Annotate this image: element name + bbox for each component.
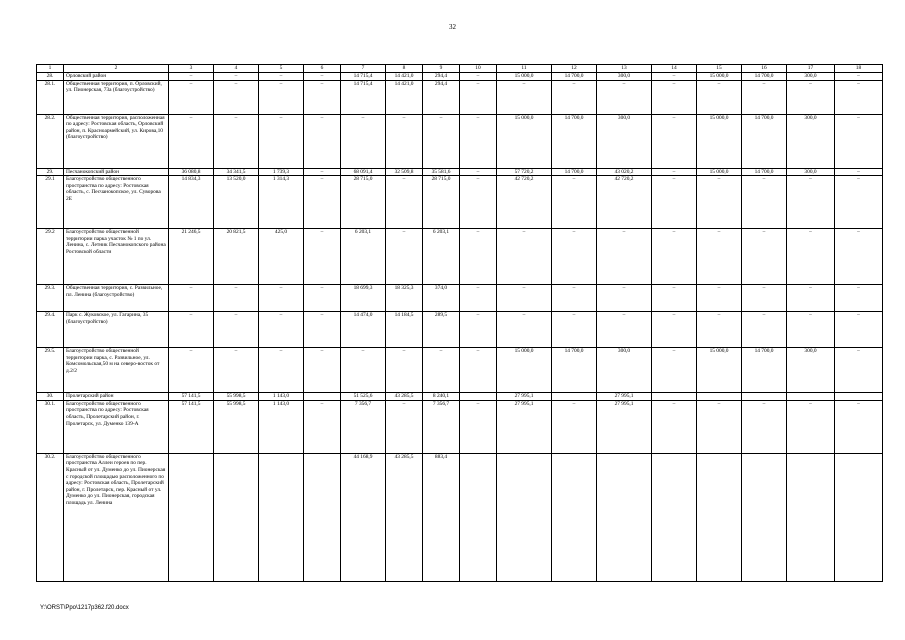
cell-value: 14 184,5 xyxy=(386,312,423,348)
cell-value: 14 700,0 xyxy=(742,73,787,81)
row-number: 28. xyxy=(37,73,64,81)
cell-value: – xyxy=(652,400,697,453)
cell-value: – xyxy=(259,285,304,312)
cell-value: – xyxy=(597,80,652,114)
cell-value: – xyxy=(169,73,214,81)
cell-value: – xyxy=(652,73,697,81)
cell-value xyxy=(835,393,883,401)
cell-value xyxy=(497,453,552,581)
cell-value: 6 203,1 xyxy=(341,229,386,285)
cell-value xyxy=(652,393,697,401)
row-number: 30. xyxy=(37,393,64,401)
cell-value: – xyxy=(497,285,552,312)
cell-value: – xyxy=(697,176,742,229)
cell-value: – xyxy=(214,73,259,81)
cell-value xyxy=(460,393,497,401)
cell-value: 1 739,3 xyxy=(259,168,304,176)
cell-value: – xyxy=(652,114,697,168)
cell-value: – xyxy=(652,168,697,176)
cell-value: 34 341,5 xyxy=(214,168,259,176)
column-header: 7 xyxy=(341,65,386,73)
cell-value: – xyxy=(787,285,835,312)
cell-value: – xyxy=(835,73,883,81)
cell-value: 57 141,5 xyxy=(169,400,214,453)
cell-value: – xyxy=(697,229,742,285)
cell-value: 35 581,6 xyxy=(423,168,460,176)
cell-value: – xyxy=(652,176,697,229)
cell-value: 15 000,0 xyxy=(697,348,742,393)
cell-value: 374,0 xyxy=(423,285,460,312)
table-row xyxy=(37,312,883,348)
cell-value xyxy=(597,453,652,581)
cell-value: 14 715,4 xyxy=(341,73,386,81)
cell-value: 32 509,8 xyxy=(386,168,423,176)
cell-value xyxy=(835,453,883,581)
cell-value: – xyxy=(835,168,883,176)
cell-value: 43 285,5 xyxy=(386,393,423,401)
column-header: 14 xyxy=(652,65,697,73)
cell-value: – xyxy=(214,285,259,312)
cell-value: – xyxy=(835,312,883,348)
cell-value: – xyxy=(304,168,341,176)
cell-value: 43 020,2 xyxy=(597,168,652,176)
cell-value: – xyxy=(169,114,214,168)
cell-value: – xyxy=(169,285,214,312)
cell-value: – xyxy=(460,114,497,168)
cell-value: 14 421,0 xyxy=(386,73,423,81)
cell-value: – xyxy=(497,80,552,114)
cell-value: – xyxy=(742,285,787,312)
cell-value: – xyxy=(304,114,341,168)
row-number: 30.2. xyxy=(37,453,64,581)
cell-value xyxy=(652,453,697,581)
cell-value: – xyxy=(835,400,883,453)
cell-value: 27 995,1 xyxy=(497,393,552,401)
column-header: 15 xyxy=(697,65,742,73)
cell-value: – xyxy=(341,114,386,168)
cell-value: 14 700,0 xyxy=(552,348,597,393)
cell-value: – xyxy=(652,229,697,285)
cell-value: – xyxy=(835,114,883,168)
cell-value: 294,4 xyxy=(423,80,460,114)
row-name: Песчанокопский район xyxy=(64,168,169,176)
cell-value: – xyxy=(460,348,497,393)
cell-value: 14 700,0 xyxy=(552,73,597,81)
cell-value: – xyxy=(259,73,304,81)
cell-value: 15 000,0 xyxy=(697,114,742,168)
row-number: 29.3. xyxy=(37,285,64,312)
cell-value xyxy=(214,453,259,581)
cell-value: 14 700,0 xyxy=(742,348,787,393)
cell-value: 13 520,0 xyxy=(214,176,259,229)
cell-value: 21 246,5 xyxy=(169,229,214,285)
cell-value: 55 998,5 xyxy=(214,400,259,453)
cell-value: 27 995,1 xyxy=(597,393,652,401)
cell-value: 300,0 xyxy=(787,168,835,176)
cell-value: – xyxy=(304,348,341,393)
cell-value: 7 356,7 xyxy=(341,400,386,453)
cell-value: – xyxy=(386,348,423,393)
row-number: 29. xyxy=(37,168,64,176)
cell-value: 15 000,0 xyxy=(697,168,742,176)
cell-value: 14 715,4 xyxy=(341,80,386,114)
cell-value: – xyxy=(304,400,341,453)
cell-value: 55 998,5 xyxy=(214,393,259,401)
cell-value: 44 168,9 xyxy=(341,453,386,581)
cell-value: – xyxy=(304,80,341,114)
cell-value: – xyxy=(341,348,386,393)
table-row xyxy=(37,348,883,393)
cell-value: – xyxy=(552,400,597,453)
row-name: Благоустройство общественной территории парка участок № 1 по ул. Ленина, с. Летник Песчанокопского района Ростовской области xyxy=(64,229,169,285)
column-header: 2 xyxy=(64,65,169,73)
cell-value: – xyxy=(304,285,341,312)
cell-value: – xyxy=(214,312,259,348)
row-name: Благоустройство общественного пространства по адресу: Ростовская область, Пролетарский район, г. Пролетарск, ул. Думенко 139-А xyxy=(64,400,169,453)
cell-value: – xyxy=(787,229,835,285)
table-row xyxy=(37,229,883,285)
cell-value: 14 700,0 xyxy=(552,168,597,176)
cell-value xyxy=(697,393,742,401)
cell-value: – xyxy=(460,400,497,453)
cell-value: – xyxy=(497,229,552,285)
column-header: 4 xyxy=(214,65,259,73)
table-row xyxy=(37,393,883,401)
cell-value xyxy=(742,453,787,581)
row-number: 28.1. xyxy=(37,80,64,114)
cell-value: – xyxy=(742,312,787,348)
cell-value: 28 715,0 xyxy=(341,176,386,229)
cell-value: – xyxy=(835,176,883,229)
cell-value: 27 995,1 xyxy=(597,400,652,453)
cell-value xyxy=(169,453,214,581)
cell-value: 14 700,0 xyxy=(552,114,597,168)
cell-value: – xyxy=(597,285,652,312)
cell-value: – xyxy=(259,80,304,114)
cell-value: – xyxy=(259,114,304,168)
column-header: 5 xyxy=(259,65,304,73)
cell-value: – xyxy=(304,73,341,81)
file-path-footer: Y:\ORST\Ppo\1217p362.f20.docx xyxy=(40,605,129,611)
cell-value: – xyxy=(259,348,304,393)
table-row xyxy=(37,80,883,114)
cell-value: – xyxy=(214,348,259,393)
cell-value: 300,0 xyxy=(597,348,652,393)
table-row xyxy=(37,453,883,581)
cell-value: – xyxy=(597,312,652,348)
column-header: 16 xyxy=(742,65,787,73)
cell-value: – xyxy=(742,80,787,114)
cell-value: 20 821,5 xyxy=(214,229,259,285)
cell-value: – xyxy=(386,229,423,285)
row-number: 29.4. xyxy=(37,312,64,348)
cell-value: – xyxy=(552,229,597,285)
cell-value: – xyxy=(259,312,304,348)
cell-value: – xyxy=(460,168,497,176)
table-row xyxy=(37,400,883,453)
cell-value: 289,5 xyxy=(423,312,460,348)
cell-value: 1 143,0 xyxy=(259,400,304,453)
cell-value: – xyxy=(835,80,883,114)
cell-value: 15 000,0 xyxy=(497,114,552,168)
cell-value: 1 314,3 xyxy=(259,176,304,229)
row-name: Благоустройство общественного пространства по адресу: Ростовская область, с. Песчанокопское, ул. Суворова 2Е xyxy=(64,176,169,229)
cell-value: – xyxy=(652,312,697,348)
cell-value: – xyxy=(304,176,341,229)
cell-value xyxy=(259,453,304,581)
cell-value xyxy=(552,393,597,401)
cell-value: – xyxy=(169,348,214,393)
cell-value xyxy=(787,393,835,401)
row-name: Пролетарский район xyxy=(64,393,169,401)
cell-value: 300,0 xyxy=(787,114,835,168)
cell-value: – xyxy=(460,229,497,285)
cell-value: – xyxy=(697,312,742,348)
cell-value: – xyxy=(652,80,697,114)
cell-value: – xyxy=(742,400,787,453)
cell-value: 68 091,4 xyxy=(341,168,386,176)
cell-value: 883,4 xyxy=(423,453,460,581)
cell-value: 42 720,2 xyxy=(597,176,652,229)
cell-value: – xyxy=(460,73,497,81)
cell-value: 18 325,3 xyxy=(386,285,423,312)
cell-value: 27 995,1 xyxy=(497,400,552,453)
cell-value: – xyxy=(787,400,835,453)
cell-value: – xyxy=(304,229,341,285)
row-name: Общественная территория, расположенная по адресу: Ростовская область, Орловский район, п. Красноармейский, ул. Кирова,10 (благоустройство) xyxy=(64,114,169,168)
column-header: 13 xyxy=(597,65,652,73)
cell-value: – xyxy=(697,80,742,114)
cell-value: – xyxy=(214,114,259,168)
table-row xyxy=(37,73,883,81)
cell-value: 57 720,2 xyxy=(497,168,552,176)
cell-value: 294,4 xyxy=(423,73,460,81)
column-header: 18 xyxy=(835,65,883,73)
column-header: 8 xyxy=(386,65,423,73)
cell-value: – xyxy=(552,80,597,114)
page-number: 32 xyxy=(449,23,456,31)
column-header: 9 xyxy=(423,65,460,73)
cell-value xyxy=(460,453,497,581)
cell-value: – xyxy=(460,176,497,229)
row-number: 29.5. xyxy=(37,348,64,393)
cell-value: – xyxy=(169,80,214,114)
cell-value: – xyxy=(652,348,697,393)
cell-value: – xyxy=(386,114,423,168)
cell-value: – xyxy=(552,312,597,348)
cell-value: – xyxy=(652,285,697,312)
cell-value: 6 203,1 xyxy=(423,229,460,285)
cell-value: – xyxy=(835,285,883,312)
cell-value: – xyxy=(787,176,835,229)
cell-value: – xyxy=(835,229,883,285)
cell-value: 15 000,0 xyxy=(497,73,552,81)
header-row xyxy=(37,65,883,73)
cell-value: – xyxy=(460,285,497,312)
cell-value: – xyxy=(460,312,497,348)
cell-value: 300,0 xyxy=(597,73,652,81)
cell-value xyxy=(697,453,742,581)
cell-value: – xyxy=(169,312,214,348)
table-row xyxy=(37,176,883,229)
cell-value xyxy=(304,453,341,581)
cell-value: 425,0 xyxy=(259,229,304,285)
column-header: 3 xyxy=(169,65,214,73)
cell-value xyxy=(304,393,341,401)
cell-value xyxy=(552,453,597,581)
cell-value: – xyxy=(460,80,497,114)
cell-value: 28 715,0 xyxy=(423,176,460,229)
cell-value: 14 834,3 xyxy=(169,176,214,229)
cell-value: 36 080,8 xyxy=(169,168,214,176)
cell-value: – xyxy=(552,176,597,229)
column-header: 11 xyxy=(497,65,552,73)
row-name: Благоустройство общественного пространства Аллеи героев по пер. Красный от ул. Думенко до ул. Пионерская с городской площадью расположенного по адресу: Ростовская область, Пролетарский район, г. Пролетарск, пер. Красный от ул. Думенко до ул. Пионерская, городская площадь ул. Ленина xyxy=(64,453,169,581)
cell-value: 15 000,0 xyxy=(497,348,552,393)
row-number: 30.1. xyxy=(37,400,64,453)
cell-value: – xyxy=(423,114,460,168)
data-table xyxy=(36,64,883,582)
row-number: 29.2 xyxy=(37,229,64,285)
table-row xyxy=(37,114,883,168)
cell-value: – xyxy=(597,229,652,285)
cell-value: – xyxy=(787,312,835,348)
cell-value: 57 141,5 xyxy=(169,393,214,401)
row-name: Орловский район xyxy=(64,73,169,81)
cell-value: – xyxy=(552,285,597,312)
cell-value: – xyxy=(787,80,835,114)
cell-value: 7 356,7 xyxy=(423,400,460,453)
cell-value: – xyxy=(742,176,787,229)
row-number: 28.2. xyxy=(37,114,64,168)
cell-value: 300,0 xyxy=(597,114,652,168)
row-name: Общественная территория, с. Развильное, пл. Ленина (благоустройство) xyxy=(64,285,169,312)
cell-value: – xyxy=(742,229,787,285)
cell-value: – xyxy=(697,400,742,453)
cell-value: 300,0 xyxy=(787,348,835,393)
cell-value: 14 700,0 xyxy=(742,168,787,176)
table-row xyxy=(37,168,883,176)
row-number: 29.1 xyxy=(37,176,64,229)
cell-value: 51 525,6 xyxy=(341,393,386,401)
cell-value: – xyxy=(304,312,341,348)
cell-value: 15 000,0 xyxy=(697,73,742,81)
row-name: Общественная территория, п. Орловский, ул. Пионерская, 73а (благоустройство) xyxy=(64,80,169,114)
cell-value: 300,0 xyxy=(787,73,835,81)
column-header: 17 xyxy=(787,65,835,73)
cell-value: – xyxy=(497,312,552,348)
cell-value: – xyxy=(697,285,742,312)
cell-value: – xyxy=(423,348,460,393)
cell-value: 43 285,5 xyxy=(386,453,423,581)
cell-value: 14 421,0 xyxy=(386,80,423,114)
column-header: 10 xyxy=(460,65,497,73)
cell-value: 1 143,0 xyxy=(259,393,304,401)
table-row xyxy=(37,285,883,312)
cell-value: 18 699,3 xyxy=(341,285,386,312)
column-header: 12 xyxy=(552,65,597,73)
cell-value: – xyxy=(386,400,423,453)
cell-value: – xyxy=(214,80,259,114)
cell-value: 14 700,0 xyxy=(742,114,787,168)
column-header: 6 xyxy=(304,65,341,73)
cell-value: 42 720,2 xyxy=(497,176,552,229)
cell-value: – xyxy=(835,348,883,393)
cell-value: – xyxy=(386,176,423,229)
cell-value xyxy=(742,393,787,401)
cell-value: 8 240,1 xyxy=(423,393,460,401)
row-name: Благоустройство общественной территории парка, с. Развильное, ул. Комсомольская,50 м на северо-восток от д.2/2 xyxy=(64,348,169,393)
column-header: 1 xyxy=(37,65,64,73)
row-name: Парк с. Жуковское, ул. Гагарина, 35 (благоустройство) xyxy=(64,312,169,348)
cell-value xyxy=(787,453,835,581)
cell-value: 14 474,0 xyxy=(341,312,386,348)
